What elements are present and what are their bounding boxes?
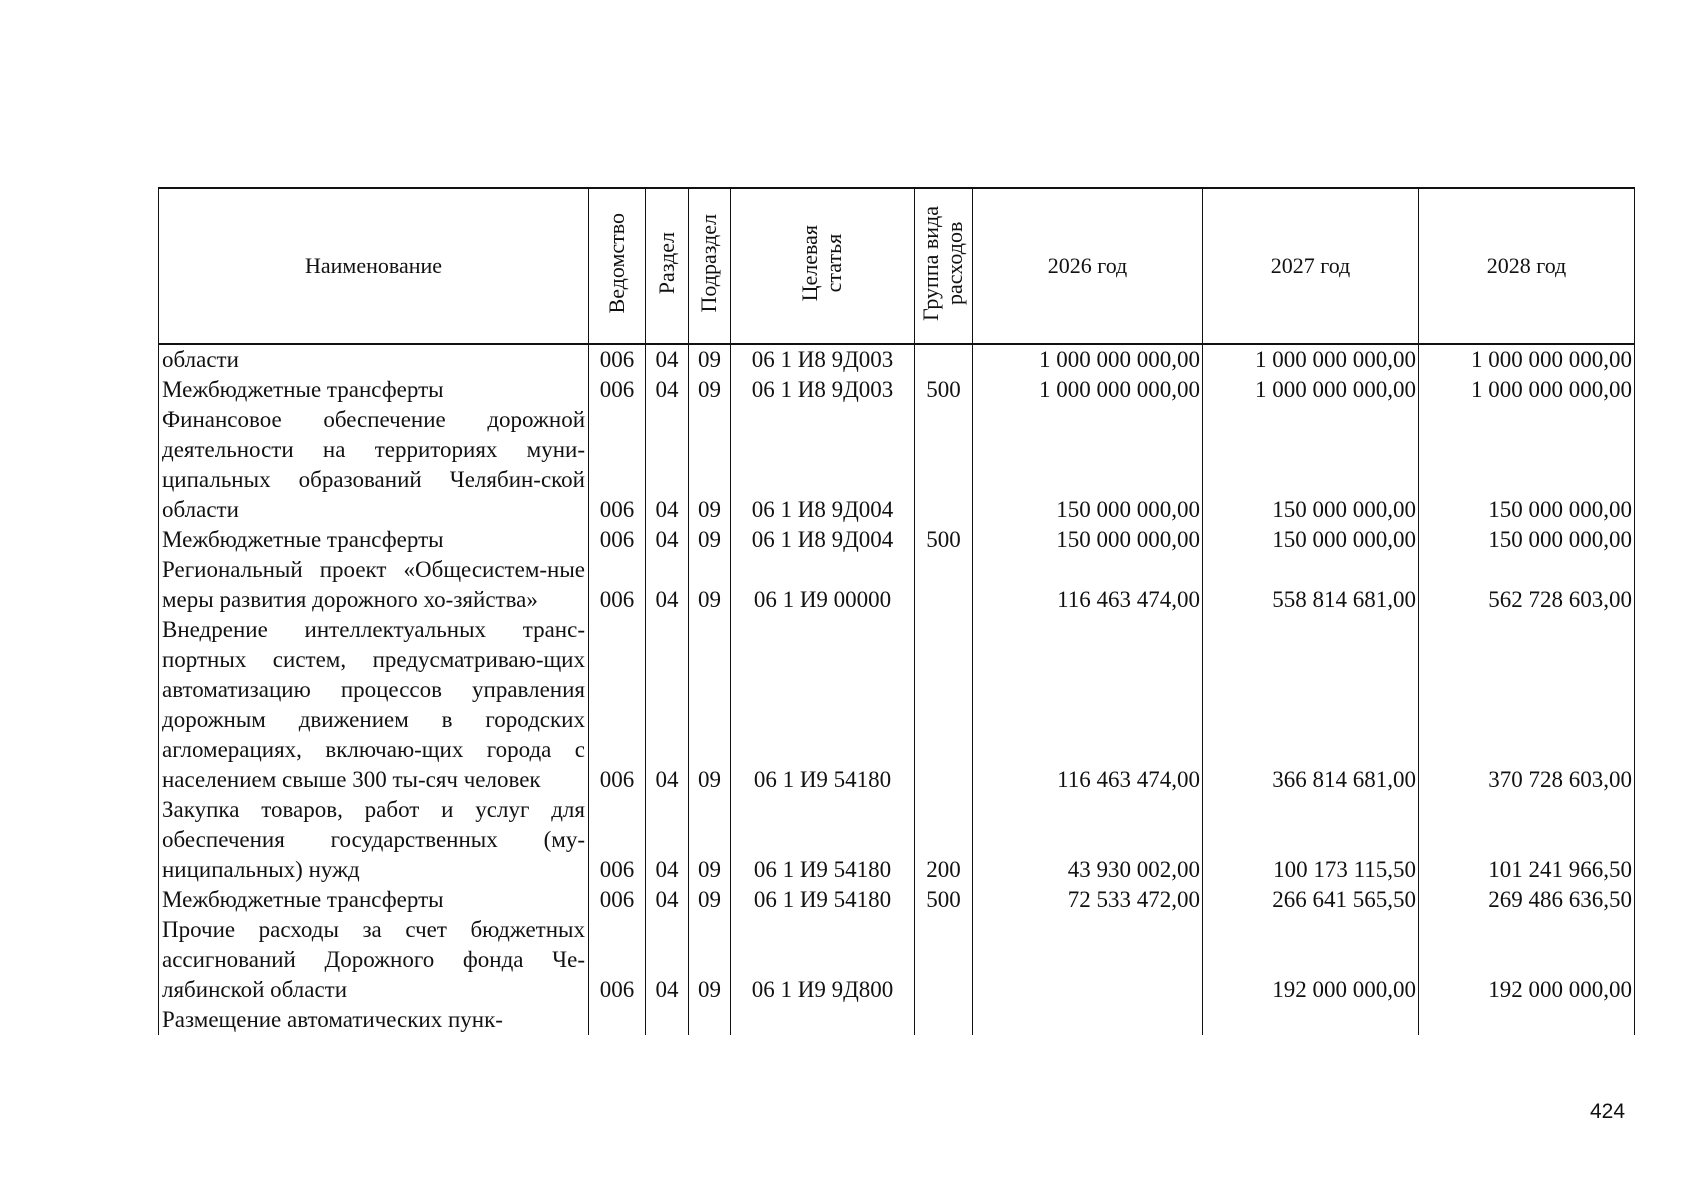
row-subsection: 09 — [689, 615, 731, 795]
row-amount-2028: 150 000 000,00 — [1419, 525, 1635, 555]
row-amount-2028: 269 486 636,50 — [1419, 885, 1635, 915]
header-subsection: Подраздел — [689, 188, 731, 344]
row-amount-2026: 1 000 000 000,00 — [973, 344, 1203, 375]
row-amount-2026 — [973, 915, 1203, 1005]
page-number: 424 — [1590, 1100, 1626, 1123]
row-name: Региональный проект «Общесистем-ные меры развития дорожного хо-зяйства» — [159, 555, 589, 615]
row-name: Прочие расходы за счет бюджетных ассигнований Дорожного фонда Че-лябинской области — [159, 915, 589, 1005]
row-section: 04 — [646, 915, 689, 1005]
row-name: области — [159, 344, 589, 375]
row-amount-2026: 150 000 000,00 — [973, 405, 1203, 525]
row-amount-2028: 101 241 966,50 — [1419, 795, 1635, 885]
row-section: 04 — [646, 615, 689, 795]
row-target: 06 1 И9 54180 — [731, 795, 915, 885]
header-2028: 2028 год — [1419, 188, 1635, 344]
row-amount-2026: 43 930 002,00 — [973, 795, 1203, 885]
row-subsection: 09 — [689, 885, 731, 915]
row-target: 06 1 И8 9Д003 — [731, 344, 915, 375]
row-amount-2027: 1 000 000 000,00 — [1203, 344, 1419, 375]
row-dept: 006 — [589, 915, 646, 1005]
table-row — [159, 885, 1635, 915]
row-section: 04 — [646, 525, 689, 555]
row-subsection: 09 — [689, 375, 731, 405]
row-group — [915, 344, 973, 375]
row-subsection — [689, 1005, 731, 1035]
row-dept — [589, 1005, 646, 1035]
row-name: Межбюджетные трансферты — [159, 525, 589, 555]
row-amount-2027: 366 814 681,00 — [1203, 615, 1419, 795]
header-name: Наименование — [159, 188, 589, 344]
header-section: Раздел — [646, 188, 689, 344]
row-target: 06 1 И9 9Д800 — [731, 915, 915, 1005]
row-amount-2026: 116 463 474,00 — [973, 615, 1203, 795]
row-amount-2027: 1 000 000 000,00 — [1203, 375, 1419, 405]
row-subsection: 09 — [689, 795, 731, 885]
row-target: 06 1 И9 00000 — [731, 555, 915, 615]
header-dept: Ведомство — [589, 188, 646, 344]
row-section: 04 — [646, 405, 689, 525]
row-name: Финансовое обеспечение дорожной деятельности на территориях муни-ципальных образований Челябин-ской области — [159, 405, 589, 525]
row-target: 06 1 И8 9Д004 — [731, 405, 915, 525]
row-subsection: 09 — [689, 525, 731, 555]
row-amount-2028: 1 000 000 000,00 — [1419, 344, 1635, 375]
row-group — [915, 1005, 973, 1035]
table-row — [159, 525, 1635, 555]
header-2027: 2027 год — [1203, 188, 1419, 344]
row-amount-2027: 100 173 115,50 — [1203, 795, 1419, 885]
row-amount-2026: 72 533 472,00 — [973, 885, 1203, 915]
row-amount-2027 — [1203, 1005, 1419, 1035]
row-name: Закупка товаров, работ и услуг для обеспечения государственных (му-ниципальных) нужд — [159, 795, 589, 885]
row-group: 500 — [915, 375, 973, 405]
row-section: 04 — [646, 375, 689, 405]
row-target — [731, 1005, 915, 1035]
row-dept: 006 — [589, 344, 646, 375]
row-dept: 006 — [589, 375, 646, 405]
row-amount-2026: 1 000 000 000,00 — [973, 375, 1203, 405]
row-group — [915, 915, 973, 1005]
row-section: 04 — [646, 555, 689, 615]
row-amount-2027: 192 000 000,00 — [1203, 915, 1419, 1005]
row-name: Межбюджетные трансферты — [159, 885, 589, 915]
table-row — [159, 405, 1635, 525]
row-dept: 006 — [589, 405, 646, 525]
row-target: 06 1 И9 54180 — [731, 885, 915, 915]
row-subsection: 09 — [689, 405, 731, 525]
row-amount-2028: 192 000 000,00 — [1419, 915, 1635, 1005]
table-row — [159, 555, 1635, 615]
row-amount-2027: 150 000 000,00 — [1203, 405, 1419, 525]
row-amount-2027: 150 000 000,00 — [1203, 525, 1419, 555]
row-amount-2026: 116 463 474,00 — [973, 555, 1203, 615]
row-amount-2027: 558 814 681,00 — [1203, 555, 1419, 615]
table-body — [159, 344, 1635, 1035]
row-group — [915, 405, 973, 525]
table-row — [159, 375, 1635, 405]
header-2026: 2026 год — [973, 188, 1203, 344]
row-section — [646, 1005, 689, 1035]
row-amount-2026 — [973, 1005, 1203, 1035]
table-header-row — [159, 188, 1635, 344]
row-dept: 006 — [589, 885, 646, 915]
row-name: Внедрение интеллектуальных транс-портных систем, предусматриваю-щих автоматизацию процессов управления дорожным движением в городских агломерациях, включаю-щих города с населением свыше 300 ты-сяч человек — [159, 615, 589, 795]
header-target: Целевая статья — [731, 188, 915, 344]
table-row — [159, 615, 1635, 795]
table-row — [159, 1005, 1635, 1035]
row-target: 06 1 И9 54180 — [731, 615, 915, 795]
header-group: Группа вида расходов — [915, 188, 973, 344]
row-amount-2028 — [1419, 1005, 1635, 1035]
row-group: 200 — [915, 795, 973, 885]
row-amount-2028: 1 000 000 000,00 — [1419, 375, 1635, 405]
row-group: 500 — [915, 885, 973, 915]
table-row — [159, 915, 1635, 1005]
row-dept: 006 — [589, 555, 646, 615]
row-dept: 006 — [589, 615, 646, 795]
row-section: 04 — [646, 344, 689, 375]
row-amount-2028: 370 728 603,00 — [1419, 615, 1635, 795]
table-row — [159, 795, 1635, 885]
row-group — [915, 555, 973, 615]
row-group: 500 — [915, 525, 973, 555]
row-name: Размещение автоматических пунк- — [159, 1005, 589, 1035]
row-subsection: 09 — [689, 915, 731, 1005]
row-name: Межбюджетные трансферты — [159, 375, 589, 405]
row-group — [915, 615, 973, 795]
row-subsection: 09 — [689, 344, 731, 375]
row-section: 04 — [646, 795, 689, 885]
row-section: 04 — [646, 885, 689, 915]
row-target: 06 1 И8 9Д004 — [731, 525, 915, 555]
row-amount-2028: 150 000 000,00 — [1419, 405, 1635, 525]
table-row — [159, 344, 1635, 375]
row-subsection: 09 — [689, 555, 731, 615]
row-amount-2028: 562 728 603,00 — [1419, 555, 1635, 615]
row-dept: 006 — [589, 525, 646, 555]
row-dept: 006 — [589, 795, 646, 885]
budget-table — [158, 187, 1635, 1035]
row-amount-2027: 266 641 565,50 — [1203, 885, 1419, 915]
row-amount-2026: 150 000 000,00 — [973, 525, 1203, 555]
row-target: 06 1 И8 9Д003 — [731, 375, 915, 405]
